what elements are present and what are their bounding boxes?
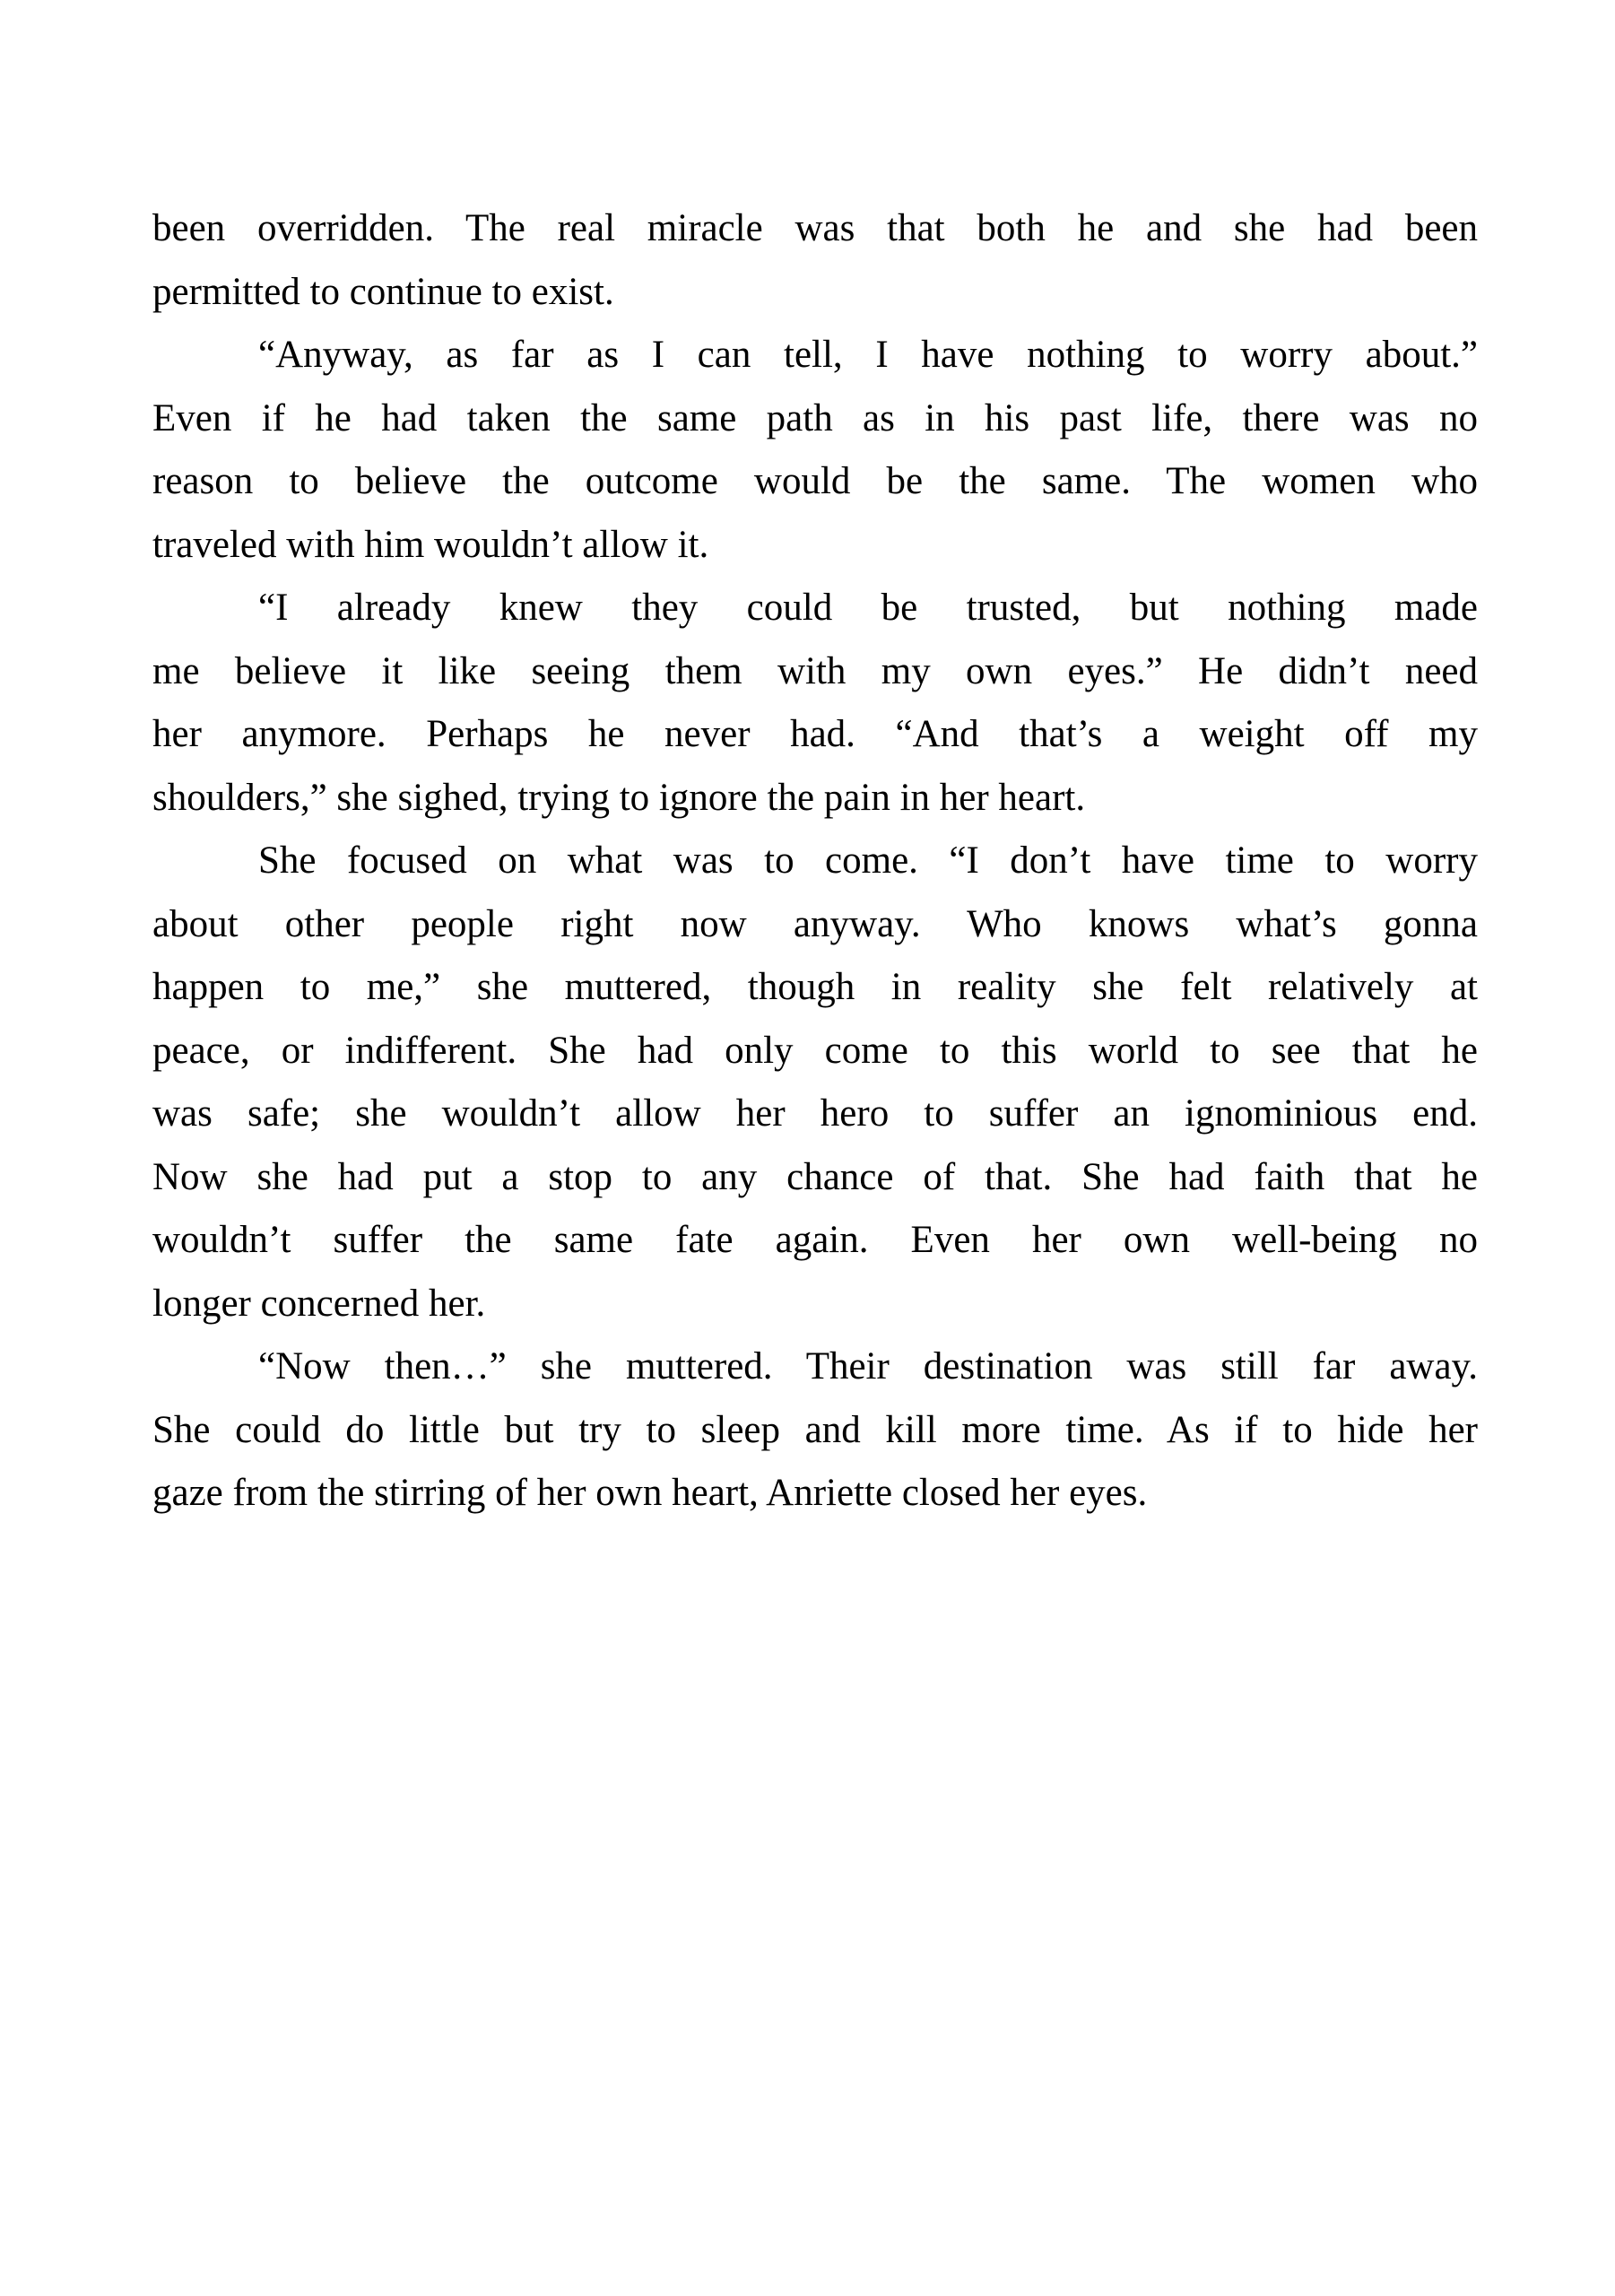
- text-line: gaze from the stirring of her own heart, Anriette closed her eyes.: [152, 1472, 1148, 1514]
- text-line: shoulders,” she sighed, trying to ignore the pain in her heart.: [152, 776, 1086, 819]
- text-line: reason to believe the outcome would be the same. The women who: [152, 460, 1478, 502]
- text-line: was safe; she wouldn’t allow her hero to suffer an ignominious end.: [152, 1092, 1478, 1135]
- text-line: Even if he had taken the same path as in his past life, there was no: [152, 396, 1478, 439]
- text-line: “Now then…” she muttered. Their destination was still far away.: [258, 1345, 1478, 1387]
- text-line: been overridden. The real miracle was that both he and she had been: [152, 207, 1478, 249]
- text-line: wouldn’t suffer the same fate again. Even her own well-being no: [152, 1219, 1478, 1261]
- text-line: happen to me,” she muttered, though in reality she felt relatively at: [152, 966, 1478, 1008]
- text-line: “Anyway, as far as I can tell, I have nothing to worry about.”: [258, 334, 1478, 376]
- text-line: “I already knew they could be trusted, but nothing made: [258, 587, 1478, 629]
- text-line: me believe it like seeing them with my own eyes.” He didn’t need: [152, 649, 1478, 692]
- text-line: her anymore. Perhaps he never had. “And that’s a weight off my: [152, 713, 1478, 755]
- text-line: longer concerned her.: [152, 1282, 486, 1325]
- text-line: She could do little but try to sleep and kill more time. As if to hide her: [152, 1408, 1478, 1451]
- page-text: [152, 197, 1478, 1526]
- text-line: peace, or indifferent. She had only come to this world to see that he: [152, 1029, 1478, 1072]
- text-line: permitted to continue to exist.: [152, 270, 614, 313]
- text-line: traveled with him wouldn’t allow it.: [152, 523, 709, 566]
- text-line: She focused on what was to come. “I don’t have time to worry: [258, 839, 1478, 882]
- text-line: about other people right now anyway. Who knows what’s gonna: [152, 902, 1478, 945]
- text-line: Now she had put a stop to any chance of that. She had faith that he: [152, 1155, 1478, 1198]
